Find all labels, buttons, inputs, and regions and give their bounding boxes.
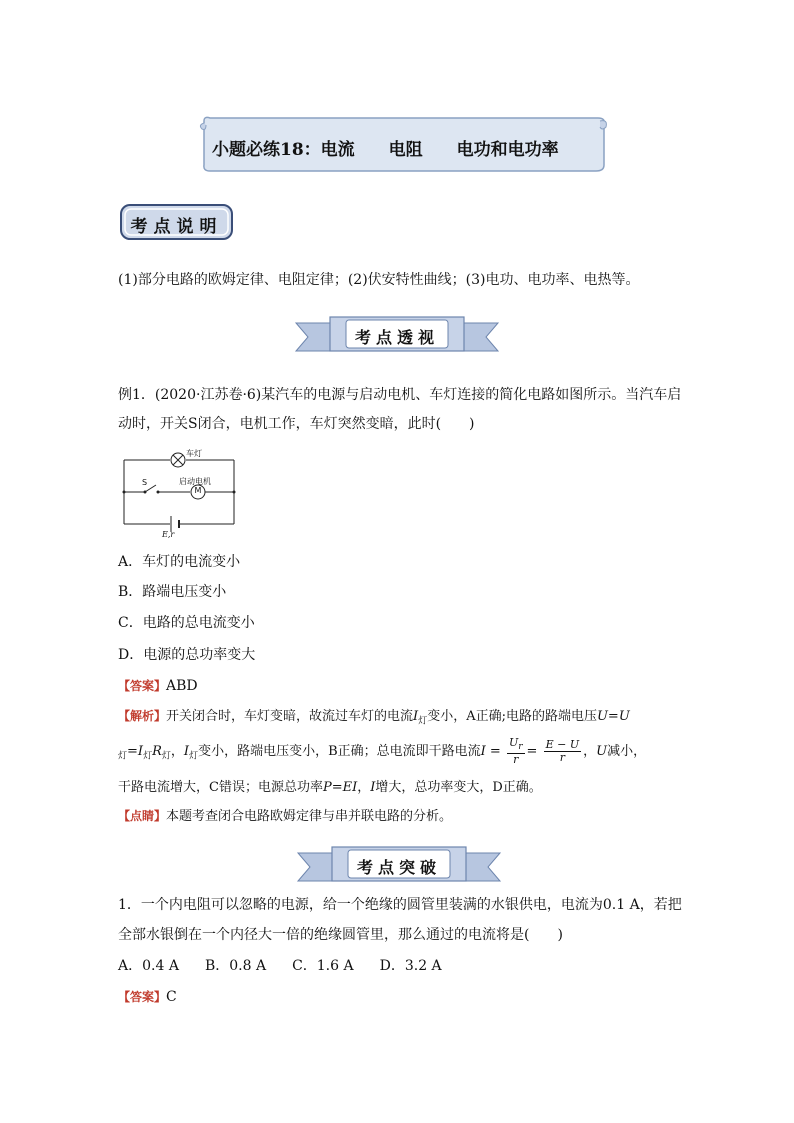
lamp-label: 车灯	[186, 449, 202, 458]
circuit-svg	[118, 448, 243, 543]
section-ribbon-perspective	[294, 315, 500, 357]
symbol-i-eq: I =	[480, 744, 501, 760]
page-title: 小题必练18：电流 电阻 电功和电功率	[212, 140, 559, 160]
question1-options	[118, 956, 442, 976]
fraction-e-minus-u-over-r	[544, 739, 582, 764]
fraction-numerator: E − U	[545, 738, 580, 752]
option-a: A．车灯的电流变小	[118, 554, 241, 570]
equals-sign: =	[526, 744, 538, 760]
option-c: C．电路的总电流变小	[118, 615, 255, 631]
subscript-lamp: 灯	[143, 751, 153, 762]
question1-option-b: B．0.8 A	[204, 958, 267, 974]
symbol-i: I	[370, 780, 376, 795]
section-ribbon-label: 考点透视	[354, 328, 439, 347]
subscript-lamp: 灯	[418, 716, 428, 727]
question1-option-d: D．3.2 A	[379, 958, 442, 974]
comment-label: 【点睛】	[118, 809, 167, 823]
symbol-r: R	[152, 744, 162, 760]
analysis-text: 增大，总功率变大，D正确。	[375, 780, 542, 795]
question1-line-2: 全部水银倒在一个内径大一倍的绝缘圆管里，那么通过的电流将是( )	[118, 927, 563, 943]
motor-symbol: M	[194, 486, 202, 495]
section-badge-exam-points	[119, 203, 234, 241]
section-ribbon-breakthrough	[296, 845, 502, 887]
answer-value: C	[166, 989, 177, 1005]
question1-answer-line	[118, 987, 177, 1007]
analysis-line-2	[118, 737, 646, 767]
question1-line-1: 1．一个内电阻可以忽略的电源，给一个绝缘的圆管里装满的水银供电，电流为0.1 A，若把	[118, 897, 682, 913]
analysis-text: 开关闭合时，车灯变暗，故流过车灯的电流	[166, 709, 414, 724]
switch-label: S	[142, 478, 148, 487]
answer-value: ABD	[166, 678, 198, 694]
answer-label: 【答案】	[118, 679, 167, 693]
analysis-text: ，	[583, 744, 597, 760]
analysis-text: =	[127, 744, 138, 760]
source-label: E,r	[162, 530, 175, 539]
comment-line	[118, 806, 452, 827]
analysis-text: ，	[170, 744, 184, 760]
fraction-denominator: r	[559, 751, 565, 765]
comment-text: 本题考查闭合电路欧姆定律与串并联电路的分析。	[166, 809, 453, 824]
subscript-lamp: 灯	[189, 751, 199, 762]
exam-points-text: (1)部分电路的欧姆定律、电阻定律；(2)伏安特性曲线；(3)电功、电功率、电热等。	[118, 272, 640, 288]
fraction-ur-over-r	[507, 737, 525, 766]
fraction-numerator-sub: r	[518, 742, 523, 753]
question1-option-a: A．0.4 A	[118, 958, 179, 974]
analysis-label: 【解析】	[118, 709, 167, 723]
question1-option-c: C．1.6 A	[292, 958, 354, 974]
subscript-lamp: 灯	[161, 751, 171, 762]
option-d: D．电源的总功率变大	[118, 647, 256, 663]
symbol-i: I	[183, 744, 190, 760]
analysis-text: 减小，	[607, 744, 647, 760]
fraction-denominator: r	[513, 753, 519, 767]
section-badge-label: 考点说明	[130, 217, 223, 237]
subscript-lamp: 灯	[118, 751, 128, 762]
analysis-text: 变小，路端电压变小，B正确；总电流即干路电流	[198, 744, 481, 760]
example-line-1: 例1．(2020·江苏卷·6)某汽车的电源与启动电机、车灯连接的简化电路如图所示。当汽车启	[118, 387, 682, 403]
analysis-text: 干路电流增大，C错误；电源总功率	[118, 780, 323, 795]
option-b: B．路端电压变小	[118, 584, 227, 600]
motor-label: 启动电机	[179, 477, 211, 486]
analysis-line-3	[118, 778, 542, 798]
lamp-icon	[171, 453, 185, 467]
answer-line	[118, 676, 198, 696]
symbol-i: I	[413, 709, 419, 724]
fraction-numerator: U	[508, 736, 519, 749]
symbol-u: U	[596, 744, 608, 760]
analysis-text: 变小，A正确;电路的路端电压	[427, 709, 597, 724]
example-line-2: 动时，开关S闭合，电机工作，车灯突然变暗，此时( )	[118, 416, 475, 432]
analysis-text: ，	[357, 780, 371, 795]
symbol-p-eq-ei: P=EI	[322, 780, 358, 795]
symbol-i: I	[137, 744, 144, 760]
circuit-diagram	[118, 448, 243, 543]
analysis-line-1	[118, 706, 630, 732]
answer-label: 【答案】	[118, 990, 167, 1004]
title-banner	[198, 115, 608, 175]
section-ribbon-label: 考点突破	[356, 858, 441, 877]
symbol-u-eq-u: U=U	[596, 709, 630, 724]
